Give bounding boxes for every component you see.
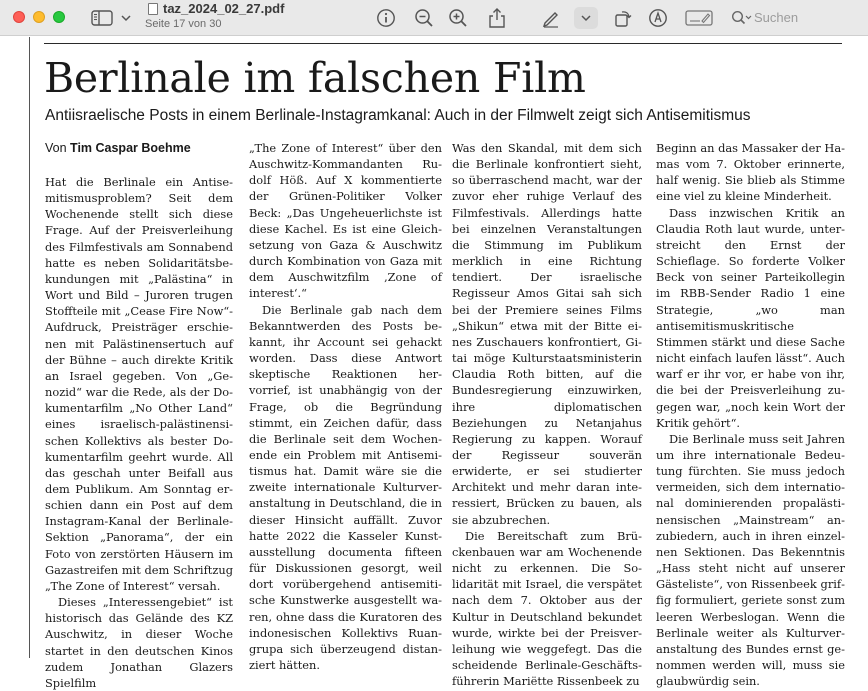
rotate-button[interactable]	[610, 6, 636, 30]
search-placeholder: Suchen	[754, 10, 799, 25]
paragraph: Die Berlinale gab nach dem Bekanntwerden des Posts bekannt, ihr Account sei gehackt worden. Dass diese Antwort skeptische Reaktionen hervorrief, ist unabhängig von der Frage, ob die Begründung stimmt, ein Zeichen dafür, dass die Berlinale seit dem Wochenende ein Problem mit Antisemitismus hat. Damit wäre sie die zweite internationale Kulturveranstaltung in Deutschland, die in dieser Hinsicht auffällt. Zuvor hatte 2022 die Kasseler Kunstausstellung documenta fifteen für Diskussionen gesorgt, weil dort vorübergehend antisemitische Kunstwerke ausgestellt waren, ohne dass die Kuratoren des indonesischen Kollektivs Ruangrupa sich überzeugend distanziert hätten.	[249, 302, 442, 672]
byline-prefix: Von	[45, 141, 71, 155]
pdf-file-icon	[148, 3, 158, 15]
article-column-4	[656, 140, 845, 689]
zoom-out-button[interactable]	[412, 6, 436, 30]
byline-author: Tim Caspar Boehme	[70, 141, 191, 155]
chevron-down-icon	[119, 13, 133, 23]
article-column-3	[452, 140, 642, 689]
top-rule	[44, 43, 842, 44]
paragraph: „The Zone of Interest“ über den Auschwitz-Kommandanten Rudolf Höß. Auf X kommentierte der Grünen-Politiker Volker Beck: „Das Ungeheuerlichste ist diese Kachel. Es ist eine Gleichsetzung von Gaza & Auschwitz durch Kombination von Gaza mit dem Auschwitzfilm ‚Zone of interest‘.“	[249, 141, 442, 301]
paragraph: Beginn an das Massaker der Hamas vom 7. Oktober erinnerte, half wenig. Sie blieb als Stimme eine viel zu kleine Minderheit.	[656, 141, 845, 204]
info-button[interactable]	[374, 6, 398, 30]
search-field[interactable]	[728, 7, 868, 29]
pdf-page[interactable]	[0, 37, 868, 690]
paragraph: Dieses „Interessengebiet“ ist historisch das Gelände des KZ Auschwitz, in dieser Woche startet in den deutschen Kinos zudem Jonathan Glazers Spielfilm	[45, 595, 233, 690]
article-headline: Berlinale im falschen Film	[44, 54, 586, 102]
zoom-in-icon	[448, 8, 468, 28]
page-indicator: Seite 17 von 30	[145, 18, 222, 30]
info-icon	[376, 8, 396, 28]
paragraph: Was den Skandal, mit dem sich die Berlinale konfrontiert sieht, so überraschend macht, war der zuvor eher ruhige Verlauf des Filmfestivals. Allerdings hatte bei einzelnen Veranstaltungen die Stimmung im Publikum merklich in eine Richtung tendiert. Der israelische Regisseur Amos Gitai sah sich bei der Premiere seines Films „Shikun“ etwa mit der Bitte eines Zuschauers konfrontiert, Gitai möge Kulturstaatsministerin Claudia Roth bitten, auf die Bundesregierung einzuwirken, ihre diplomatischen Beziehungen zu Netanjahus Regierung zu kappen. Worauf der Regisseur souverän erwiderte, er sei studierter Architekt und mehr daran interessiert, Brücken zu bauen, als sie abzubrechen.	[452, 141, 642, 527]
paragraph: Dass inzwischen Kritik an Claudia Roth laut wurde, unterstreicht den Ernst der Schieflage. So forderte Volker Beck von seiner Parteikollegin im RBB-Sender Radio 1 eine Strategie, „wo man antisemitismuskritische Stimmen stärkt und diese Sache nicht einfach laufen lässt“. Auch warf er ihr vor, er habe von ihr, die bei der Preisverleihung zugegen war, „noch kein Wort der Kritik gehört“.	[656, 205, 845, 430]
minimize-window-button[interactable]	[33, 11, 45, 23]
close-window-button[interactable]	[13, 11, 25, 23]
share-icon	[488, 7, 506, 29]
paragraph: Die Berlinale muss seit Jahren um ihre internationale Bedeutung fürchten. Sie muss jedoch vermeiden, sich dem international dominierenden propalästinensischen „Mainstream“ anzubiedern, auch in ihren einzelnen Sektionen. Das Bekenntnis „Hass steht nicht auf unserer Gästeliste“, von Rissenbeek griffig formuliert, geriete sonst zum leeren Werbeslogan. Wenn die Berlinale weiter als Kulturveranstaltung des Bundes ernst genommen werden will, muss sie glaubwürdig sein.	[656, 431, 845, 689]
zoom-in-button[interactable]	[446, 6, 470, 30]
highlight-button[interactable]	[534, 7, 568, 29]
markup-button[interactable]	[645, 6, 671, 30]
form-button[interactable]	[683, 6, 715, 30]
article-subhead: Antiisraelische Posts in einem Berlinale-Instagramkanal: Auch in der Filmwelt zeigt sich Antisemitismus	[45, 107, 751, 124]
chevron-down-icon	[580, 14, 592, 22]
left-rule	[29, 37, 30, 658]
search-icon	[731, 10, 753, 26]
article-column-1	[45, 174, 233, 691]
form-icon	[685, 9, 713, 27]
document-title: taz_2024_02_27.pdf	[163, 1, 285, 16]
paragraph: Hat die Berlinale ein Antisemitismusproblem? Seit dem Wochenende stellt sich diese Frage. Auf der Preisverleihung des Filmfestivals am Sonnabend hatte es neben Solidaritätsbekundungen mit „Palästina“ in Wort und Bild – Juroren trugen Stoffteile mit „Cease Fire Now“-Aufdruck, Preisträger erschienen mit Palästinensertuch auf der Bühne – auch direkte Kritik an Israel gegeben. Von „Genozid“ war die Rede, als der Dokumentarfilm „No Other Land“ eines israelisch-palästinensischen Kollektivs als bester Dokumentarfilm geehrt wurde. All das geschah unter Beifall aus dem Publikum. Am Sonntag erschien dann ein Post auf dem Instagram-Kanal der Berlinale-Sektion „Panorama“, der ein Foto von zerstörten Häusern im Gazastreifen mit dem Schriftzug „The Zone of Interest“ versah.	[45, 175, 233, 593]
highlight-options-button[interactable]	[574, 7, 598, 29]
paragraph: Die Bereitschaft zum Brückenbauen war am Wochenende nicht zu erkennen. Die Solidarität mit Israel, die verspätet nach dem 7. Oktober aus der Kultur in Deutschland bekundet wurde, wirkte bei der Preisverleihung wie weggefegt. Das die scheidende Berlinale-Geschäftsführerin Mariëtte Rissenbeek zu	[452, 528, 642, 689]
share-button[interactable]	[485, 5, 509, 31]
sidebar-icon	[91, 10, 113, 26]
zoom-window-button[interactable]	[53, 11, 65, 23]
zoom-out-icon	[414, 8, 434, 28]
sidebar-toggle-button[interactable]	[88, 7, 136, 29]
article-column-2	[249, 140, 442, 673]
toolbar	[0, 0, 868, 36]
rotate-icon	[613, 8, 633, 28]
pen-icon	[541, 8, 561, 28]
article-byline	[45, 141, 191, 155]
markup-icon	[648, 8, 668, 28]
